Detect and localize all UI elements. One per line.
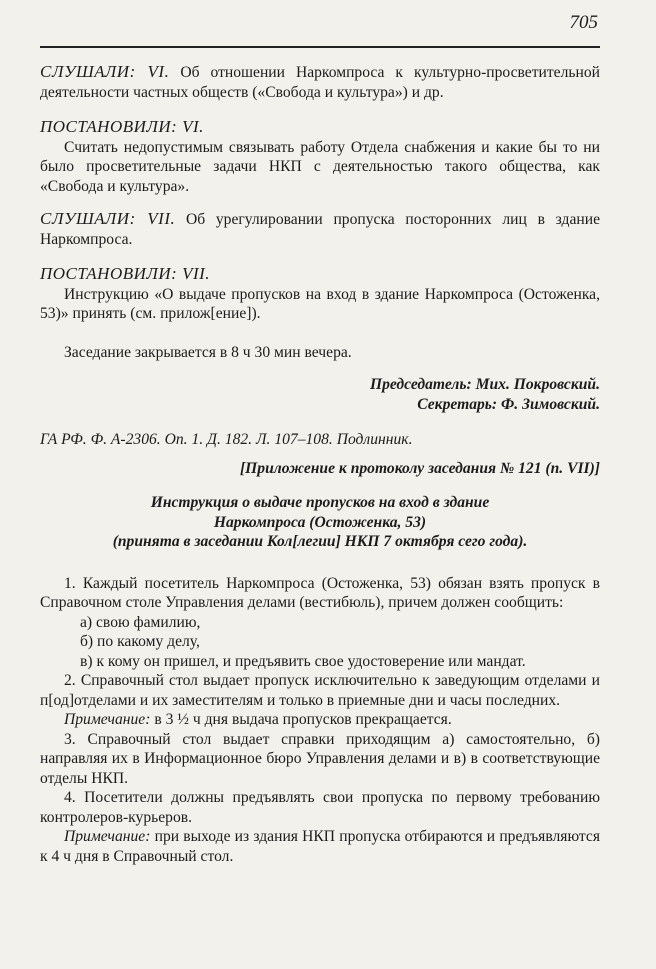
closing-text: Заседание закрывается в 8 ч 30 мин вечера. <box>64 343 352 361</box>
instruction-note-2 <box>40 827 600 866</box>
appendix-title-line-1: Инструкция о выдаче пропусков на вход в здание <box>150 494 490 511</box>
section-6-heard-label: СЛУШАЛИ: VI. <box>40 62 170 81</box>
section-7-resolved-label: ПОСТАНОВИЛИ: VII. <box>40 264 211 283</box>
section-7-heard <box>40 209 600 249</box>
instruction-item-1c: в) к кому он пришел, и предъявить свое удостоверение или мандат. <box>80 652 526 670</box>
signature-secretary: Секретарь: Ф. Зимовский. <box>417 395 600 413</box>
page-number: 705 <box>569 12 598 33</box>
note-2-text: при выходе из здания НКП пропуска отбираются и предъявляются к 4 ч дня в Справочный стол. <box>40 828 600 865</box>
instruction-item-1: 1. Каждый посетитель Наркомпроса (Остоженка, 53) обязан взять пропуск в Справочном столе Управления делами (вестибюль), причем должен сообщить: <box>40 574 600 611</box>
instruction-item-3: 3. Справочный стол выдает справки приходящим а) самостоятельно, б) направляя их в Информационное бюро Управления делами и в) в соответствующие отделы НКП. <box>40 730 600 787</box>
appendix-title-line-2: Наркомпроса (Остоженка, 53) <box>213 513 427 531</box>
appendix-label: [Приложение к протоколу заседания № 121 (п. VII)] <box>239 459 600 477</box>
section-6-resolved-text: Считать недопустимым связывать работу Отдела снабжения и какие бы то ни было просветительные задачи НКП с деятельностью такого общества, как «Свобода и культура». <box>40 138 600 195</box>
instruction-note-1 <box>40 710 600 730</box>
signature-chair: Председатель: Мих. Покровский. <box>369 376 600 393</box>
section-7-resolved-text: Инструкцию «О выдаче пропусков на вход в здание Наркомпроса (Остоженка, 53)» принять (см. прилож[ение]). <box>40 285 600 322</box>
header-rule <box>40 46 600 48</box>
section-6-heard <box>40 62 600 102</box>
note-1-text: в 3 ½ ч дня выдача пропусков прекращается. <box>154 711 452 728</box>
section-7-resolved-label-line <box>40 264 600 285</box>
section-6-heard-text: Об отношении Наркомпроса к культурно-просветительной деятельности частных обществ («Свобода и культура») и др. <box>40 64 600 101</box>
section-7-heard-text: Об урегулировании пропуска посторонних лиц в здание Наркомпроса. <box>40 211 601 248</box>
instruction-item-1a: а) свою фамилию, <box>80 613 201 631</box>
document-body <box>40 62 600 866</box>
archive-reference: ГА РФ. Ф. А-2306. Оп. 1. Д. 182. Л. 107–108. Подлинник. <box>40 431 413 448</box>
section-6-resolved-label: ПОСТАНОВИЛИ: VI. <box>40 117 204 136</box>
instruction-item-2: 2. Справочный стол выдает пропуск исключительно к заведующим отделами и п[од]отделами и их заместителям и только в приемные дни и часы последних. <box>40 672 600 709</box>
instruction-item-4: 4. Посетители должны предъявлять свои пропуска по первому требованию контролеров-курьеров. <box>40 789 600 826</box>
section-6-resolved-label-line <box>40 117 600 138</box>
appendix-title-line-3: (принята в заседании Кол[легии] НКП 7 октября сего года). <box>112 533 528 550</box>
note-1-label: Примечание: <box>64 711 151 728</box>
section-7-heard-label: СЛУШАЛИ: VII. <box>40 209 176 228</box>
instruction-item-1b: б) по какому делу, <box>80 633 200 650</box>
note-2-label: Примечание: <box>64 828 151 845</box>
